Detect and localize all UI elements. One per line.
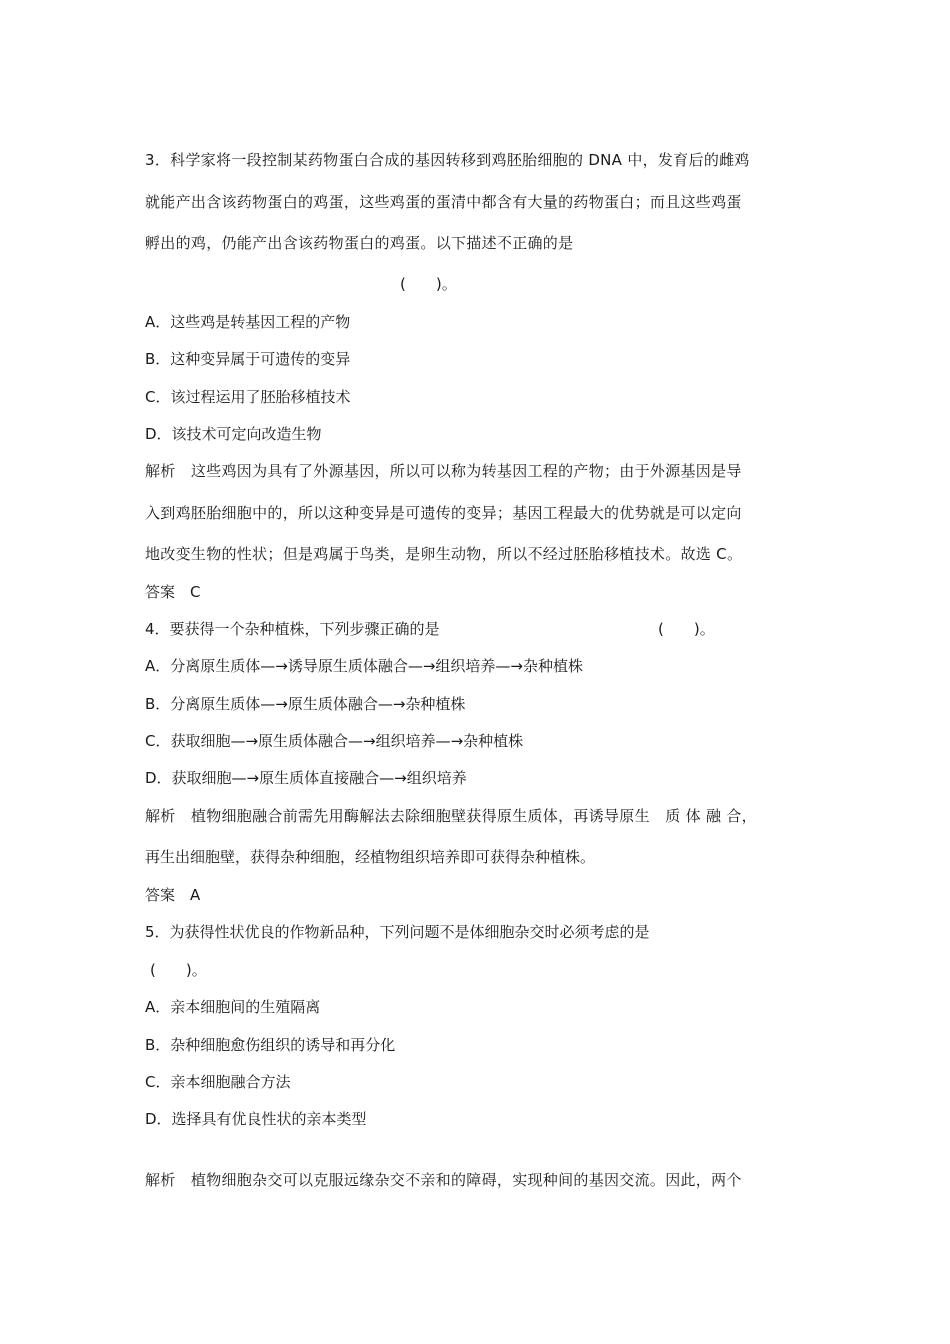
q3-analysis-line-3: 地改变生物的性状；但是鸡属于鸟类，是卵生动物，所以不经过胚胎移植技术。故选 C。 xyxy=(145,545,743,563)
q5-option-b: B．杂种细胞愈伤组织的诱导和再分化 xyxy=(145,1036,396,1054)
q3-option-c: C．该过程运用了胚胎移植技术 xyxy=(145,388,351,406)
q3-stem-line-3: 孵出的鸡，仍能产出含该药物蛋白的鸡蛋。以下描述不正确的是 xyxy=(145,234,574,252)
q5-answer-bracket: ( )。 xyxy=(150,961,207,979)
q4-option-c: C．获取细胞—→原生质体融合—→组织培养—→杂种植株 xyxy=(145,732,524,750)
q3-option-d: D．该技术可定向改造生物 xyxy=(145,425,322,443)
q5-option-a: A．亲本细胞间的生殖隔离 xyxy=(145,998,321,1016)
q5-option-d: D．选择具有优良性状的亲本类型 xyxy=(145,1110,367,1128)
q3-analysis-line-2: 入到鸡胚胎细胞中的，所以这种变异是可遗传的变异；基因工程最大的优势就是可以定向 xyxy=(145,504,742,522)
q3-option-a: A．这些鸡是转基因工程的产物 xyxy=(145,313,351,331)
q4-option-b: B．分离原生质体—→原生质体融合—→杂种植株 xyxy=(145,695,466,713)
q5-analysis-line-1: 解析 植物细胞杂交可以克服远缘杂交不亲和的障碍，实现种间的基因交流。因此，两个 xyxy=(145,1171,742,1189)
q4-analysis-line-1: 解析 植物细胞融合前需先用酶解法去除细胞壁获得原生质体，再诱导原生 质 体 融 合， xyxy=(145,807,757,825)
q4-answer: 答案 A xyxy=(145,886,201,904)
q5-option-c: C．亲本细胞融合方法 xyxy=(145,1073,291,1091)
q5-stem: 5．为获得性状优良的作物新品种，下列问题不是体细胞杂交时必须考虑的是 xyxy=(145,923,650,941)
q3-stem-line-2: 就能产出含该药物蛋白的鸡蛋，这些鸡蛋的蛋清中都含有大量的药物蛋白；而且这些鸡蛋 xyxy=(145,193,742,211)
q4-stem: 4．要获得一个杂种植株，下列步骤正确的是 xyxy=(145,620,440,638)
q3-answer: 答案 C xyxy=(145,583,201,601)
q3-analysis-line-1: 解析 这些鸡因为具有了外源基因，所以可以称为转基因工程的产物；由于外源基因是导 xyxy=(145,462,742,480)
q3-answer-bracket: ( )。 xyxy=(400,275,457,293)
q4-option-a: A．分离原生质体—→诱导原生质体融合—→组织培养—→杂种植株 xyxy=(145,657,583,675)
q4-option-d: D．获取细胞—→原生质体直接融合—→组织培养 xyxy=(145,769,467,787)
q4-analysis-line-2: 再生出细胞壁，获得杂种细胞，经植物组织培养即可获得杂种植株。 xyxy=(145,848,596,866)
q3-stem-line-1: 3．科学家将一段控制某药物蛋白合成的基因转移到鸡胚胎细胞的 DNA 中，发育后的雌鸡 xyxy=(145,151,750,169)
q3-option-b: B．这种变异属于可遗传的变异 xyxy=(145,350,351,368)
q4-answer-bracket: ( )。 xyxy=(658,620,715,638)
